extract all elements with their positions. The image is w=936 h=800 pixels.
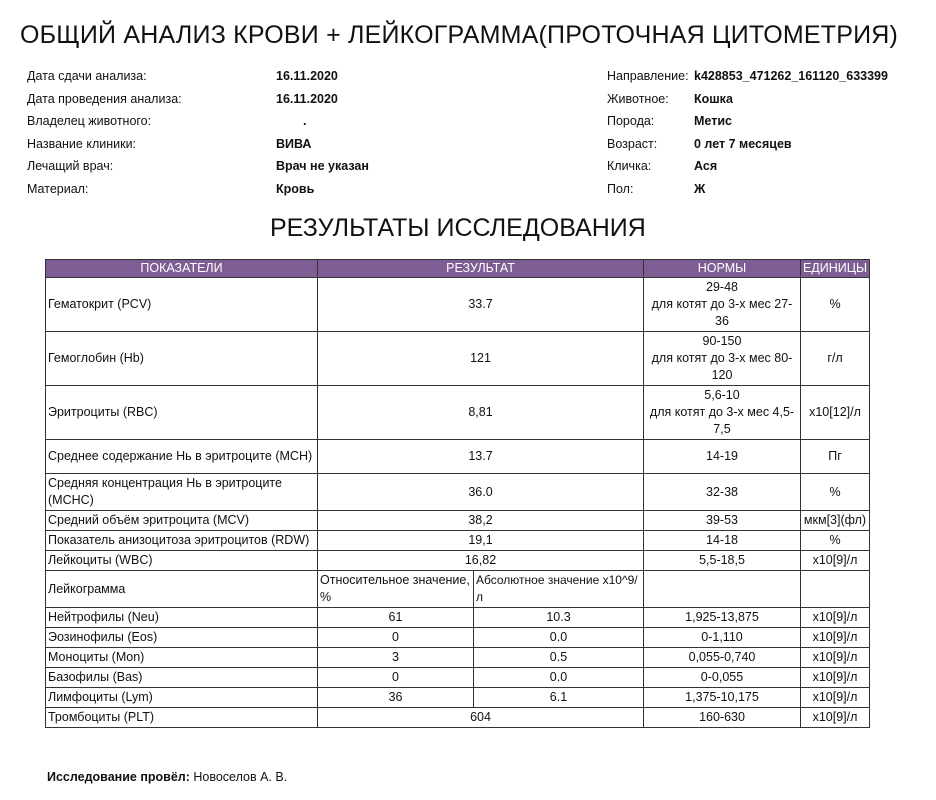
table-row: [46, 278, 870, 332]
info-value: ВИВА: [276, 137, 312, 151]
row-unit: x10[9]/л: [801, 551, 870, 571]
row-unit: мкм[3](фл): [801, 511, 870, 531]
info-value: .: [303, 114, 307, 128]
table-row: [46, 332, 870, 386]
row-name: Лимфоциты (Lym): [46, 688, 318, 708]
row-norm: 0,055-0,740: [644, 648, 801, 668]
row-unit: г/л: [801, 332, 870, 386]
norm-line: 120: [711, 368, 733, 382]
absolute-value-label: Абсолютное значение x10^9/л: [474, 571, 644, 608]
info-value: Ася: [694, 159, 718, 173]
row-norm: [644, 386, 801, 440]
table-row: [46, 628, 870, 648]
row-relative: 3: [318, 648, 474, 668]
results-heading: РЕЗУЛЬТАТЫ ИССЛЕДОВАНИЯ: [270, 214, 646, 242]
row-result: 8,81: [318, 386, 644, 440]
info-label: Пол:: [607, 182, 634, 196]
info-label: Владелец животного:: [27, 114, 152, 128]
row-unit: x10[9]/л: [801, 668, 870, 688]
table-row: [46, 688, 870, 708]
row-name: Моноциты (Mon): [46, 648, 318, 668]
row-result: 38,2: [318, 511, 644, 531]
header-indicators: ПОКАЗАТЕЛИ: [46, 260, 318, 278]
relative-value-label: Относительное значение, %: [318, 571, 474, 608]
row-result: 33.7: [318, 278, 644, 332]
table-row: [46, 668, 870, 688]
table-row: [46, 708, 870, 728]
table-row: [46, 608, 870, 628]
row-result: 16,82: [318, 551, 644, 571]
norm-line: 5,6-10: [704, 388, 740, 402]
row-result: 36.0: [318, 474, 644, 511]
table-row: [46, 648, 870, 668]
row-norm: 1,375-10,175: [644, 688, 801, 708]
row-relative: 61: [318, 608, 474, 628]
table-row: [46, 551, 870, 571]
row-name: Средняя концентрация Нь в эритроците (MCHC): [46, 474, 318, 511]
info-label: Порода:: [607, 114, 655, 128]
norm-line: 29-48: [706, 280, 738, 294]
info-value: Кровь: [276, 182, 315, 196]
header-units: ЕДИНИЦЫ: [801, 260, 870, 278]
norm-line: 36: [715, 314, 729, 328]
table-row: [46, 531, 870, 551]
row-relative: 0: [318, 628, 474, 648]
leukogram-label: Лейкограмма: [46, 571, 318, 608]
table-row: [46, 474, 870, 511]
row-name: Средний объём эритроцита (MCV): [46, 511, 318, 531]
info-label: Направление:: [607, 69, 689, 83]
row-unit: Пг: [801, 440, 870, 474]
row-unit: x10[9]/л: [801, 648, 870, 668]
row-name: Базофилы (Bas): [46, 668, 318, 688]
info-value: 16.11.2020: [276, 92, 338, 106]
norm-line: 7,5: [713, 422, 731, 436]
footer-label: Исследование провёл:: [47, 770, 190, 784]
row-result: 13.7: [318, 440, 644, 474]
info-label: Возраст:: [607, 137, 658, 151]
table-row: [46, 511, 870, 531]
row-norm: 39-53: [644, 511, 801, 531]
row-result: 121: [318, 332, 644, 386]
row-unit: x10[9]/л: [801, 688, 870, 708]
row-unit: %: [801, 531, 870, 551]
info-label: Животное:: [607, 92, 669, 106]
row-name: Тромбоциты (PLT): [46, 708, 318, 728]
info-value: 0 лет 7 месяцев: [694, 137, 792, 151]
info-value: Метис: [694, 114, 732, 128]
row-unit: x10[9]/л: [801, 608, 870, 628]
row-name: Показатель анизоцитоза эритроцитов (RDW): [46, 531, 318, 551]
row-unit: x10[9]/л: [801, 708, 870, 728]
row-relative: 0: [318, 668, 474, 688]
row-unit: %: [801, 278, 870, 332]
info-value: k428853_471262_161120_633399: [694, 69, 888, 83]
info-value: Врач не указан: [276, 159, 369, 173]
row-unit: x10[9]/л: [801, 628, 870, 648]
row-name: Гематокрит (PCV): [46, 278, 318, 332]
header-result: РЕЗУЛЬТАТ: [318, 260, 644, 278]
info-label: Дата проведения анализа:: [27, 92, 182, 106]
row-norm: [644, 278, 801, 332]
row-result: 19,1: [318, 531, 644, 551]
footer-value: Новоселов А. В.: [193, 770, 288, 784]
info-label: Кличка:: [607, 159, 652, 173]
row-norm: 160-630: [644, 708, 801, 728]
header-norms: НОРМЫ: [644, 260, 801, 278]
row-relative: 36: [318, 688, 474, 708]
table-row: [46, 440, 870, 474]
info-label: Лечащий врач:: [27, 159, 114, 173]
info-label: Дата сдачи анализа:: [27, 69, 147, 83]
row-absolute: 0.0: [474, 668, 644, 688]
info-value: 16.11.2020: [276, 69, 338, 83]
row-absolute: 0.5: [474, 648, 644, 668]
row-norm: 0-1,110: [644, 628, 801, 648]
norm-line: 90-150: [702, 334, 742, 348]
table-row: [46, 386, 870, 440]
info-label: Название клиники:: [27, 137, 137, 151]
info-value: Ж: [694, 182, 706, 196]
row-norm: 5,5-18,5: [644, 551, 801, 571]
norm-line: для котят до 3-х мес 27-: [651, 297, 793, 311]
row-name: Эритроциты (RBC): [46, 386, 318, 440]
leukogram-header-row: [46, 571, 870, 608]
norm-line: для котят до 3-х мес 4,5-: [649, 405, 795, 419]
info-value: Кошка: [694, 92, 733, 106]
row-norm: 32-38: [644, 474, 801, 511]
empty-cell: [644, 571, 801, 608]
report-title: ОБЩИЙ АНАЛИЗ КРОВИ + ЛЕЙКОГРАММА(ПРОТОЧНАЯ ЦИТОМЕТРИЯ): [20, 21, 899, 49]
norm-line: для котят до 3-х мес 80-: [651, 351, 793, 365]
row-norm: 0-0,055: [644, 668, 801, 688]
results-table: [45, 259, 870, 728]
row-absolute: 10.3: [474, 608, 644, 628]
empty-cell: [801, 571, 870, 608]
row-name: Лейкоциты (WBC): [46, 551, 318, 571]
footer: [47, 770, 287, 784]
row-norm: 1,925-13,875: [644, 608, 801, 628]
row-norm: 14-18: [644, 531, 801, 551]
row-unit: x10[12]/л: [801, 386, 870, 440]
info-label: Материал:: [27, 182, 89, 196]
row-name: Эозинофилы (Eos): [46, 628, 318, 648]
row-norm: 14-19: [644, 440, 801, 474]
table-header-row: [46, 260, 870, 278]
row-result: 604: [318, 708, 644, 728]
row-name: Нейтрофилы (Neu): [46, 608, 318, 628]
row-absolute: 6.1: [474, 688, 644, 708]
row-name: Гемоглобин (Hb): [46, 332, 318, 386]
row-name: Среднее содержание Нь в эритроците (MCH): [46, 440, 318, 474]
row-norm: [644, 332, 801, 386]
row-absolute: 0.0: [474, 628, 644, 648]
row-unit: %: [801, 474, 870, 511]
